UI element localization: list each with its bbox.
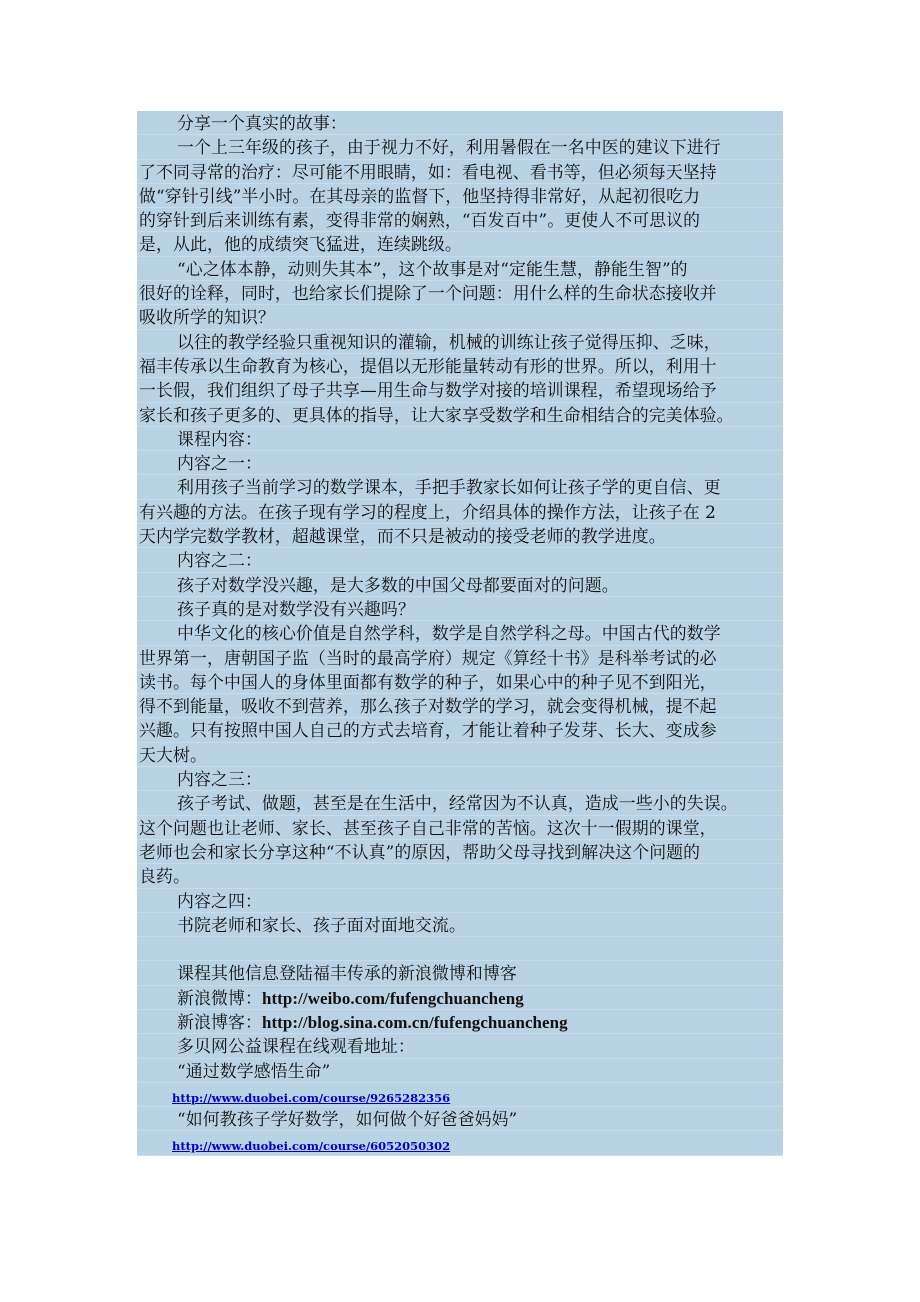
text-line: 孩子对数学没兴趣，是大多数的中国父母都要面对的问题。	[137, 573, 783, 597]
blog-label: 新浪博客：	[177, 1011, 262, 1032]
paragraph-lines	[137, 111, 783, 986]
text-line: 这个问题也让老师、家长、甚至孩子自己非常的苦恼。这次十一假期的课堂，	[137, 816, 783, 840]
weibo-url: http://weibo.com/fufengchuancheng	[261, 988, 524, 1008]
text-line: 做“穿针引线”半小时。在其母亲的监督下，他坚持得非常好，从起初很吃力	[137, 184, 783, 208]
course2-link[interactable]: http://www.duobei.com/course/6052050302	[172, 1139, 451, 1154]
text-line: 利用孩子当前学习的数学课本，手把手教家长如何让孩子学的更自信、更	[137, 475, 783, 499]
text-line: 一长假，我们组织了母子共享—用生命与数学对接的培训课程，希望现场给予	[137, 378, 783, 402]
text-line: 天内学完数学教材，超越课堂，而不只是被动的接受老师的教学进度。	[137, 524, 783, 548]
text-line	[137, 937, 783, 961]
text-line: 以往的教学经验只重视知识的灌输，机械的训练让孩子觉得压抑、乏味，	[137, 330, 783, 354]
course1-link-row	[137, 1083, 783, 1107]
weibo-label: 新浪微博：	[177, 987, 262, 1008]
text-line: 内容之二：	[137, 548, 783, 572]
text-line: 分享一个真实的故事：	[137, 111, 783, 135]
text-line: 很好的诠释，同时，也给家长们提除了一个问题：用什么样的生命状态接收并	[137, 281, 783, 305]
text-line: 吸收所学的知识？	[137, 305, 783, 329]
text-line: 读书。每个中国人的身体里面都有数学的种子，如果心中的种子见不到阳光，	[137, 670, 783, 694]
text-line: 的穿针到后来训练有素，变得非常的娴熟，“百发百中”。更使人不可思议的	[137, 208, 783, 232]
course1-link[interactable]: http://www.duobei.com/course/9265282356	[172, 1090, 451, 1105]
text-line: 内容之三：	[137, 767, 783, 791]
blog-url: http://blog.sina.com.cn/fufengchuancheng	[261, 1012, 568, 1032]
text-line: 老师也会和家长分享这种“不认真”的原因，帮助父母寻找到解决这个问题的	[137, 840, 783, 864]
text-line: 书院老师和家长、孩子面对面地交流。	[137, 913, 783, 937]
text-line: 一个上三年级的孩子，由于视力不好，利用暑假在一名中医的建议下进行	[137, 135, 783, 159]
text-line: 世界第一，唐朝国子监（当时的最高学府）规定《算经十书》是科举考试的必	[137, 646, 783, 670]
text-line: 家长和孩子更多的、更具体的指导，让大家享受数学和生命相结合的完美体验。	[137, 403, 783, 427]
online-line: 多贝网公益课程在线观看地址：	[137, 1034, 783, 1058]
text-line: 中华文化的核心价值是自然学科，数学是自然学科之母。中国古代的数学	[137, 621, 783, 645]
text-line: 是，从此，他的成绩突飞猛进，连续跳级。	[137, 232, 783, 256]
text-line: “心之体本静，动则失其本”，这个故事是对“定能生慧，静能生智”的	[137, 257, 783, 281]
text-line: 孩子考试、做题，甚至是在生活中，经常因为不认真，造成一些小的失误。	[137, 791, 783, 815]
document-body	[137, 111, 783, 1156]
course2-title: “如何教孩子学好数学，如何做个好爸爸妈妈”	[137, 1107, 783, 1131]
text-line: 福丰传承以生命教育为核心，提倡以无形能量转动有形的世界。所以，利用十	[137, 354, 783, 378]
blog-line	[137, 1010, 783, 1034]
course2-link-row	[137, 1131, 783, 1155]
text-line: 内容之一：	[137, 451, 783, 475]
text-line: 内容之四：	[137, 889, 783, 913]
text-line: 课程其他信息登陆福丰传承的新浪微博和博客	[137, 961, 783, 985]
course1-title: “通过数学感悟生命”	[137, 1059, 783, 1083]
text-line: 课程内容：	[137, 427, 783, 451]
text-line: 得不到能量，吸收不到营养，那么孩子对数学的学习，就会变得机械，提不起	[137, 694, 783, 718]
text-line: 良药。	[137, 864, 783, 888]
text-line: 天大树。	[137, 743, 783, 767]
text-line: 了不同寻常的治疗：尽可能不用眼睛，如：看电视、看书等，但必须每天坚持	[137, 160, 783, 184]
text-line: 孩子真的是对数学没有兴趣吗？	[137, 597, 783, 621]
weibo-line	[137, 986, 783, 1010]
text-line: 有兴趣的方法。在孩子现有学习的程度上，介绍具体的操作方法，让孩子在 2	[137, 500, 783, 524]
text-line: 兴趣。只有按照中国人自己的方式去培育，才能让着种子发芽、长大、变成参	[137, 718, 783, 742]
